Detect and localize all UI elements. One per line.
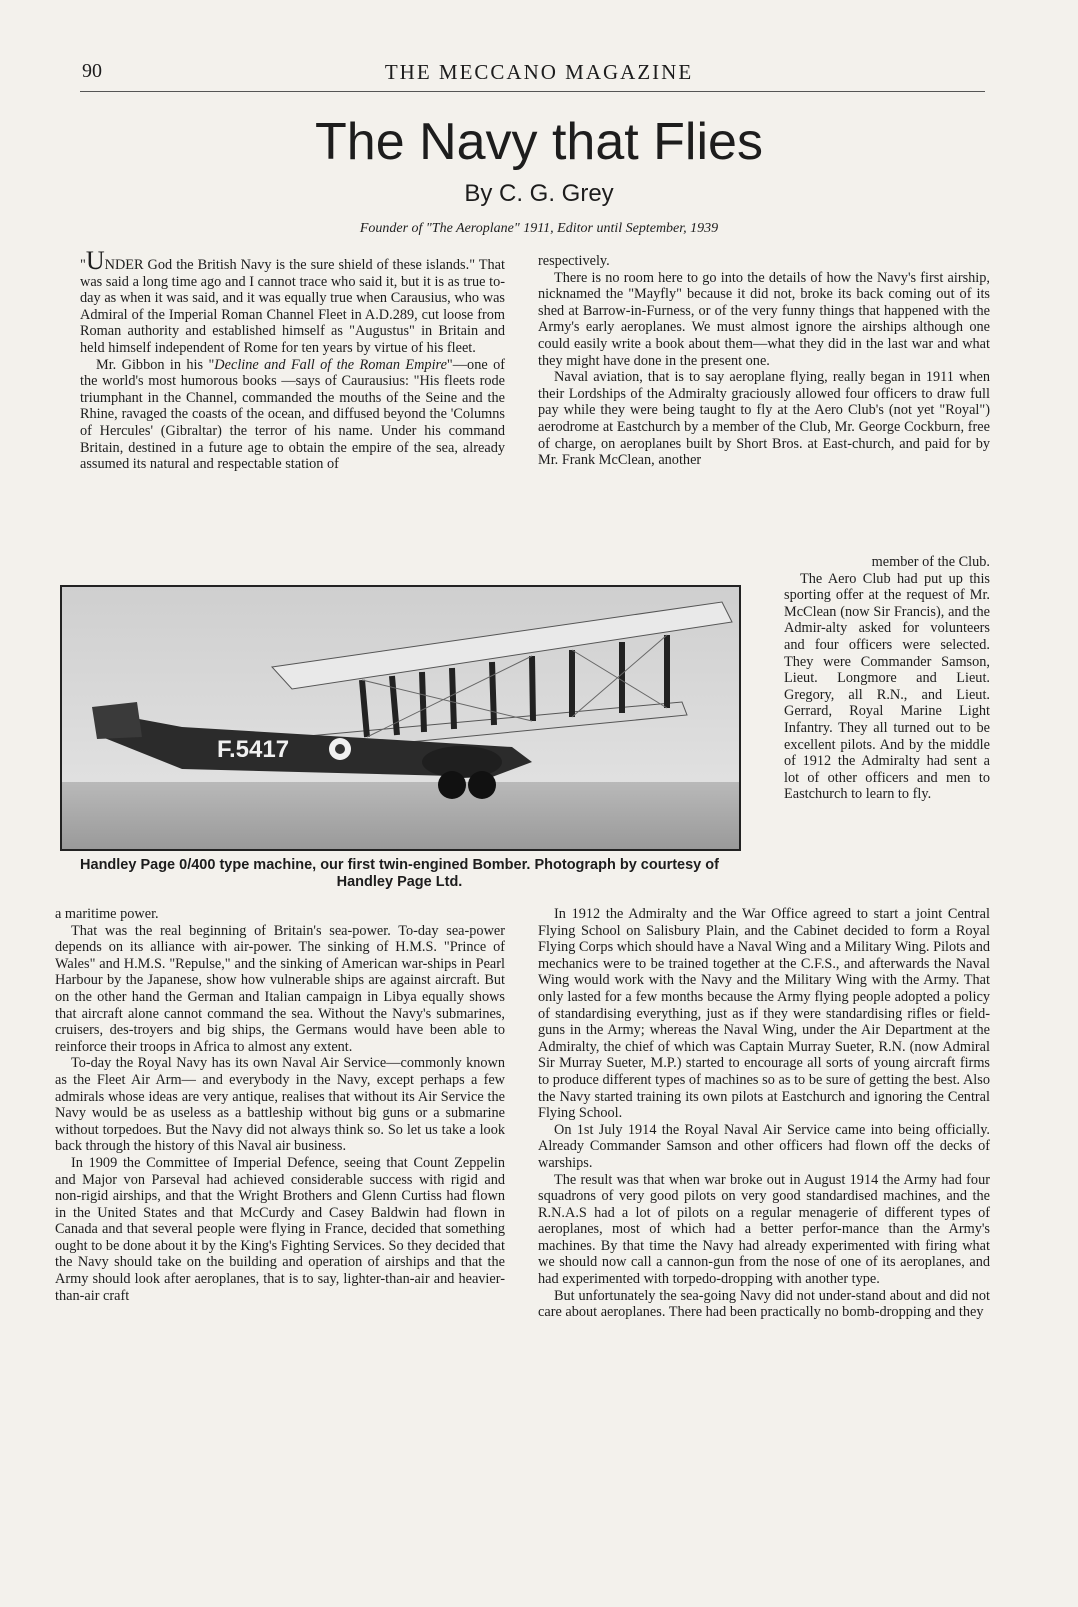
column-2-bottom [538,906,990,1321]
book-title: Decline and Fall of the Roman Empire [214,356,447,373]
paragraph: But unfortunately the sea-going Navy did not under-stand about and did not care about aeroplanes. There had been practically no bomb-dropping and they [538,1287,990,1321]
paragraph: The result was that when war broke out in August 1914 the Army had four squadrons of very good pilots on very good standardised machines, and the R.N.A.S had a lot of pilots on a regular menagerie of different types of aeroplanes, most of which had a better perfor-mance than the Army's machines. By that time the Navy had already experimented with firing what we should now call a cannon-gun from the nose of one of its aeroplanes, and had experimented with torpedo-dropping with another type. [538,1171,990,1288]
article-byline: By C. G. Grey [464,180,614,207]
column-1-bottom [55,906,505,1304]
paragraph: member of the Club. [871,554,990,570]
paragraph: To-day the Royal Navy has its own Naval Air Service—commonly known as the Fleet Air Arm— and everybody in the Navy, except perhaps a few admirals whose ideas are very antique, realises that without its Air Service the Navy would be as useless as a battleship without big guns or a submarine without torpedoes. But the Navy did not always think so. So let us take a look back through the history of this Naval air business. [55,1055,505,1155]
running-head: THE MECCANO MAGAZINE [384,60,694,84]
paragraph: On 1st July 1914 the Royal Naval Air Service came into being officially. Already Commander Samson and other officers had flown off the decks of warships. [538,1121,990,1171]
handley-page-bomber-image [62,587,739,849]
paragraph: In 1912 the Admiralty and the War Office agreed to start a joint Central Flying School on Salisbury Plain, and the Cabinet decided to form a Royal Flying Corps which should have a Naval Wing and a Military Wing. Pilots and mechanics were to be trained together at the C.F.S., and afterwards the Naval Wing would work with the Navy and the Military Wing with the Army. That only lasted for a few months because the Army flying people adopted a policy of standardising everything, just as if they were standardising rifles or field-guns in the Army; whereas the Naval Wing, under the Air Department at the Admiralty, the chief of which was Captain Murray Sueter, R.N. (now Admiral Sir Murray Sueter, M.P.) started to encourage all sorts of young aircraft firms to produce different types of machines so as to be sure of getting the best. Also the Navy started training its own pilots at Eastchurch and ignoring the Central Flying School. [538,906,990,1122]
column-1-top [80,246,505,473]
paragraph: In 1909 the Committee of Imperial Defence, seeing that Count Zeppelin and Major von Parseval had achieved considerable success with rigid and non-rigid airships, and that the Wright Brothers and Glenn Curtiss had flown in the United States and that McCurdy and Casey Baldwin had flown in Canada and that several people were flying in France, decided that something ought to be done about it by the King's Fighting Services. So they decided that the Navy should take on the building and operation of airships and that the Army should look after aeroplanes, that is to say, lighter-than-air and heavier-than-air craft [55,1154,505,1304]
paragraph: That was the real beginning of Britain's sea-power. To-day sea-power depends on its alliance with air-power. The sinking of H.M.S. "Prince of Wales" and H.M.S. "Repulse," and the sinking of American war-ships in Pearl Harbour by the Japanese, show how vulnerable ships are against aircraft. But on the other hand the German and Italian campaign in Libya equally shows that aircraft alone cannot command the sea. Without the Navy's submarines, cruisers, des-troyers and big ships, the Germans would have been able to reinforce their troops in Africa to almost any extent. [55,922,505,1055]
aircraft-serial: F.5417 [217,736,290,763]
column-2-top [538,253,990,469]
photo-caption: Handley Page 0/400 type machine, our first twin-engined Bomber. Photograph by courtesy of Handley Page Ltd. [80,857,719,890]
paragraph: respectively. [538,253,610,269]
author-credit: Founder of "The Aeroplane" 1911, Editor until September, 1939 [359,221,719,236]
paragraph: The Aero Club had put up this sporting offer at the request of Mr. McClean (now Sir Francis), and the Admir-alty asked for volunteers and four officers were selected. They were Commander Samson, Lieut. Longmore and Lieut. Gregory, all R.N., and Lieut. Gerrard, Royal Marine Light Infantry. They all turned out to be excellent pilots. And by the middle of 1912 the Admiralty had sent a lot of other officers and men to Eastchurch to learn to fly. [784,570,990,803]
drop-cap: U [85,246,105,275]
header-rule [80,91,985,92]
column-2-side [784,554,990,803]
page-number: 90 [82,60,102,82]
paragraph: "UNDER God the British Navy is the sure shield of these islands." That was said a long time ago and I cannot trace who said it, but it is as true to-day as when it was said, and it was equally true when Carausius, who was Admiral of the Imperial Roman Channel Fleet in A.D.289, cut loose from Roman authority and established himself as "Augustus" in Britain and held himself independent of Rome for ten years by virtue of his fleet. [80,246,505,356]
article-title: The Navy that Flies [315,113,763,171]
paragraph: There is no room here to go into the details of how the Navy's first airship, nicknamed the "Mayfly" because it did not, broke its back coming out of its shed at Barrow-in-Furness, or of the very funny things that happened with the Army's early aeroplanes. We must almost ignore the airships although one could easily write a book about them—what they did in the last war and what they might have done in the present one. [538,269,990,369]
paragraph: Naval aviation, that is to say aeroplane flying, really began in 1911 when their Lordships of the Admiralty graciously allowed four officers to draw full pay while they were being taught to fly at the Aero Club's (not yet "Royal") aerodrome at Eastchurch by a member of the Club, Mr. George Cockburn, free of charge, on aeroplanes built by Short Bros. at East-church, and paid for by Mr. Frank McClean, another [538,369,990,469]
paragraph: Mr. Gibbon in his "Decline and Fall of the Roman Empire"—one of the world's most humorous books —says of Caurausius: "His fleets rode triumphant in the Channel, commanded the mouths of the Seine and the Rhine, ravaged the coasts of the ocean, and diffused beyond the 'Columns of Hercules' (Gibraltar) the terror of his name. Under his command Britain, destined in a future age to obtain the empire of the sea, already assumed its natural and respectable station of [80,356,505,473]
aircraft-photo [60,585,741,851]
paragraph: a maritime power. [55,906,159,922]
